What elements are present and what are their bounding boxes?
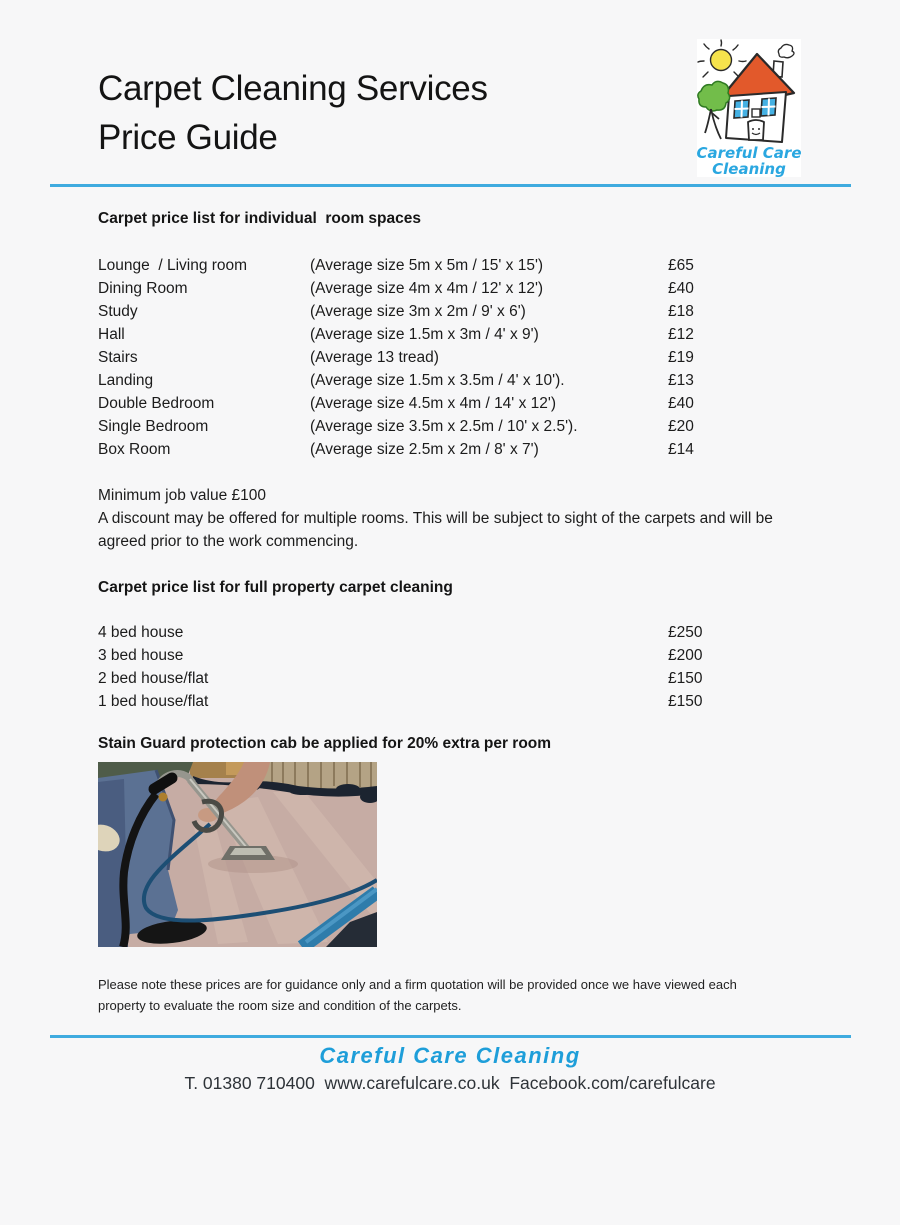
room-size: (Average size 1.5m x 3.5m / 4' x 10'). (310, 372, 565, 389)
window-icon (734, 100, 749, 118)
table-row (98, 369, 828, 392)
room-name: Box Room (98, 441, 171, 458)
discount-note: A discount may be offered for multiple rooms. This will be subject to sight of the carpets and will be agreed prior to the work commencing. (98, 510, 773, 550)
room-price: £40 (668, 395, 694, 412)
room-name: Dining Room (98, 280, 188, 297)
minimum-job-line: Minimum job value £100 (98, 487, 267, 504)
property-price: £150 (668, 693, 703, 710)
property-type: 1 bed house/flat (98, 693, 209, 710)
room-price: £12 (668, 326, 694, 343)
room-price: £65 (668, 257, 694, 274)
property-type: 3 bed house (98, 647, 184, 664)
room-name: Study (98, 303, 138, 320)
room-size: (Average size 3m x 2m / 9' x 6') (310, 303, 526, 320)
carpet-cleaning-photo (98, 762, 377, 947)
footer-brand-name: Careful Care Cleaning (319, 1043, 581, 1068)
room-size: (Average size 5m x 5m / 15' x 15') (310, 257, 544, 274)
individual-rooms-table (98, 254, 828, 461)
room-price: £20 (668, 418, 694, 435)
table-row (98, 621, 828, 644)
table-row (98, 254, 828, 277)
room-name: Double Bedroom (98, 395, 215, 412)
room-price: £40 (668, 280, 694, 297)
property-price: £200 (668, 647, 703, 664)
room-price: £14 (668, 441, 694, 458)
table-row (98, 346, 828, 369)
minimum-job-note (98, 484, 798, 553)
table-row (98, 415, 828, 438)
carpet-cleaning-photo-image (98, 762, 377, 947)
house-illustration-icon (697, 39, 801, 177)
stain-guard-heading: Stain Guard protection cab be applied for 20% extra per room (98, 735, 552, 752)
careful-care-logo (697, 39, 801, 177)
footer-divider-line (50, 1035, 851, 1038)
footer-contact-line: T. 01380 710400 www.carefulcare.co.uk Facebook.com/carefulcare (184, 1073, 716, 1093)
table-row (98, 392, 828, 415)
room-name: Lounge / Living room (98, 257, 248, 274)
door-icon (748, 120, 764, 140)
table-row (98, 438, 828, 461)
table-row (98, 277, 828, 300)
full-property-heading: Carpet price list for full property carpet cleaning (98, 579, 453, 596)
page-title-line1: Carpet Cleaning Services (98, 69, 488, 108)
room-size: (Average size 2.5m x 2m / 8' x 7') (310, 441, 539, 458)
property-price: £250 (668, 624, 703, 641)
room-name: Hall (98, 326, 125, 343)
property-type: 2 bed house/flat (98, 670, 209, 687)
guidance-note: Please note these prices are for guidance only and a firm quotation will be provided once we have viewed each property to evaluate the room size and condition of the carpets. (98, 977, 737, 1013)
door-window-icon (752, 109, 760, 117)
room-size: (Average size 3.5m x 2.5m / 10' x 2.5'). (310, 418, 578, 435)
table-row (98, 644, 828, 667)
room-price: £18 (668, 303, 694, 320)
individual-rooms-heading: Carpet price list for individual room spaces (98, 210, 422, 227)
room-name: Stairs (98, 349, 138, 366)
table-row (98, 300, 828, 323)
header-divider-line (50, 184, 851, 187)
room-size: (Average size 4m x 4m / 12' x 12') (310, 280, 544, 297)
room-name: Single Bedroom (98, 418, 209, 435)
room-name: Landing (98, 372, 154, 389)
page-title (98, 64, 488, 162)
table-row (98, 690, 828, 713)
page-title-line2: Price Guide (98, 118, 278, 157)
full-property-table (98, 621, 828, 713)
room-size: (Average size 1.5m x 3m / 4' x 9') (310, 326, 539, 343)
sun-icon (711, 50, 732, 71)
room-price: £13 (668, 372, 694, 389)
table-row (98, 667, 828, 690)
property-type: 4 bed house (98, 624, 184, 641)
logo-text-line2: Cleaning (712, 160, 786, 177)
property-price: £150 (668, 670, 703, 687)
room-size: (Average 13 tread) (310, 349, 439, 366)
table-row (98, 323, 828, 346)
logo-text-line1: Careful Care (697, 144, 801, 162)
room-size: (Average size 4.5m x 4m / 14' x 12') (310, 395, 556, 412)
room-price: £19 (668, 349, 694, 366)
window-icon (761, 98, 776, 116)
